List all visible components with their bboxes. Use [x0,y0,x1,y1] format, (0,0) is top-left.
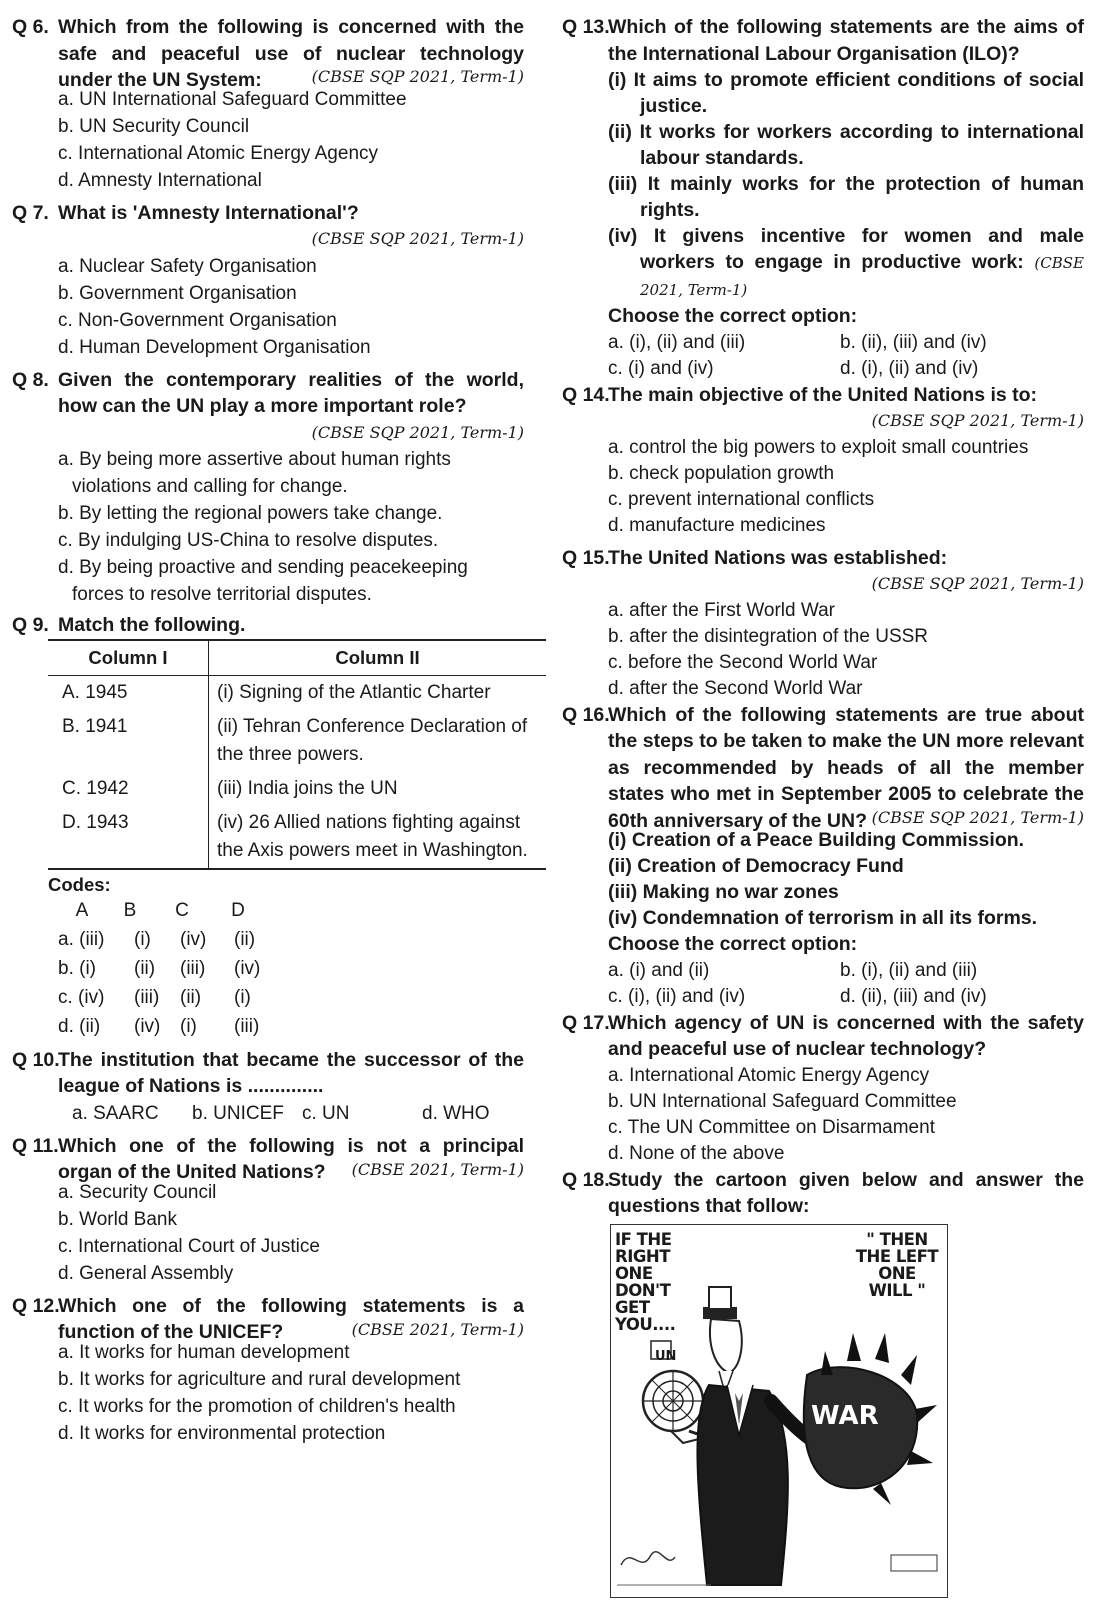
option-c: c. (i) and (iv) [608,357,714,379]
question-15 [562,545,1084,598]
codes-option-d [58,1012,524,1041]
option-a: a. SAARC [72,1102,159,1124]
question-number: Q 7. [12,201,49,224]
question-source: (CBSE 2021, Term-1) [351,1159,524,1179]
codes-cell: (iv) [134,1015,161,1037]
table-cell: C. 1942 [48,772,209,806]
option-a: a. UN International Safeguard Committee [58,88,407,110]
options-row [562,330,1084,356]
question-text: Which of the following statements are the aims of the International Labour Organisation (ILO)? [608,16,1084,65]
question-source: (CBSE SQP 2021, Term-1) [311,66,524,86]
question-text: The main objective of the United Nations is to: [608,383,1038,406]
options-row [12,1100,524,1127]
table-row [48,806,546,869]
statement-iii: (iii) Making no war zones [608,881,839,903]
choose-text: Choose the correct option: [608,933,858,955]
table-row [48,675,546,710]
option-d: d. after the Second World War [608,677,863,699]
option-c: c. By indulging US-China to resolve disputes. [58,530,439,551]
option-c: c. UN [302,1102,350,1124]
option-b: b. UN Security Council [58,115,250,137]
question-16 [562,702,1084,835]
table-cell: B. 1941 [48,710,209,772]
question-number: Q 8. [12,368,49,391]
codes-header: A [75,899,89,921]
option-b: b. after the disintegration of the USSR [608,625,929,647]
option-b: b. (i), (ii) and (iii) [840,959,978,981]
question-source: (CBSE SQP 2021, Term-1) [871,574,1084,593]
question-number: Q 16. [562,703,610,726]
statement-ii: (ii) Creation of Democracy Fund [608,855,904,877]
head-icon [710,1319,742,1373]
table-row [48,710,546,772]
statement-iv [562,223,1084,303]
cartoon-war-label: WAR [811,1400,879,1431]
question-8 [12,367,524,447]
option-d: d. manufacture medicines [608,514,826,536]
codes-cell: (iv) [234,957,261,979]
question-number: Q 17. [562,1011,610,1034]
option-b: b. World Bank [58,1208,177,1230]
options-row [562,356,1084,382]
question-source: (CBSE SQP 2021, Term-1) [311,422,524,442]
question-9 [12,612,524,639]
codes-header: B [123,899,137,921]
question-text: The United Nations was established: [608,546,948,569]
question-12 [12,1293,524,1346]
option-c: c. International Court of Justice [58,1235,320,1257]
option-d: d. (ii), (iii) and (iv) [840,985,987,1007]
question-14 [562,382,1084,435]
option-a: a. control the big powers to exploit small countries [608,436,1029,458]
option-a: a. (i) and (ii) [608,959,710,981]
option-d: d. Human Development Organisation [58,336,371,358]
question-text: Which agency of UN is concerned with the safety and peaceful use of nuclear technology? [608,1011,1084,1060]
question-text: The institution that became the successor of the league of Nations is .............. [58,1048,524,1097]
options-row [562,958,1084,984]
table-row [48,772,546,806]
question-text: Given the contemporary realities of the world, how can the UN play a more important role? [58,368,524,417]
column-2-header: Column II [209,640,547,676]
codes-cell: b. (i) [58,957,96,979]
statement-iv: (iv) Condemnation of terrorism in all its forms. [608,907,1038,929]
option-d: d. It works for environmental protection [58,1422,386,1444]
codes-cell: (ii) [134,957,156,979]
codes-cell: c. (iv) [58,986,105,1008]
match-table [48,639,546,870]
question-source: (CBSE SQP 2021, Term-1) [311,229,524,248]
codes-option-c [58,983,524,1012]
question-number: Q 15. [562,546,610,569]
statement-ii: (ii) It works for workers according to international labour standards. [608,121,1084,169]
table-cell: (iv) 26 Allied nations fighting against the Axis powers meet in Washington. [209,806,547,869]
option-a: a. It works for human development [58,1341,350,1363]
question-17 [562,1010,1084,1063]
table-cell: (i) Signing of the Atlantic Charter [217,681,491,703]
codes-cell: (i) [134,928,151,950]
option-b: b. Government Organisation [58,282,297,304]
statement-iii: (iii) It mainly works for the protection of human rights. [608,173,1084,221]
question-number: Q 13. [562,16,610,38]
table-cell: (ii) Tehran Conference Declaration of the three powers. [217,715,528,765]
question-10 [12,1047,524,1100]
option-b: b. check population growth [608,462,835,484]
option-a: a. International Atomic Energy Agency [608,1064,930,1086]
option-d: d. None of the above [608,1142,785,1164]
statement-i: (i) Creation of a Peace Building Commission. [608,829,1025,851]
question-number: Q 6. [12,16,49,38]
political-cartoon [610,1224,948,1598]
question-18 [562,1167,1084,1220]
codes-cell: a. (iii) [58,928,105,950]
option-b: b. (ii), (iii) and (iv) [840,331,987,353]
option-a: a. after the First World War [608,599,835,621]
option-c: c. International Atomic Energy Agency [58,142,379,164]
option-c: c. prevent international conflicts [608,488,875,510]
option-c: c. It works for the promotion of children's health [58,1395,456,1417]
question-7 [12,200,524,253]
cartoon-right-caption: " THEN THE LEFT ONE WILL " [855,1229,939,1300]
cartoon-left-caption: IF THE RIGHT ONE DON'T GET YOU.... [615,1229,676,1334]
option-b: b. UN International Safeguard Committee [608,1090,957,1112]
table-cell: A. 1945 [48,675,209,710]
question-number: Q 11. [12,1134,59,1157]
question-source: (CBSE SQP 2021, Term-1) [871,411,1084,430]
statement-i: (i) It aims to promote efficient conditions of social justice. [608,69,1084,117]
option-b: b. UNICEF [192,1102,284,1124]
question-text: Which of the following statements are true about the steps to be taken to make the UN more relevant as recommended by heads of all the member states who met in September 2005 to celebrate the 60th anniversary of the UN? [608,703,1084,832]
question-text: Match the following. [58,614,246,636]
question-source: (CBSE 2021, Term-1) [640,254,1084,299]
table-cell: D. 1943 [48,806,209,869]
codes-cell: (ii) [180,986,202,1008]
option-c: c. before the Second World War [608,651,878,673]
codes-cell: (iii) [234,1015,260,1037]
option-a: a. Security Council [58,1181,217,1203]
choose-label [562,303,1084,330]
option-d: d. (i), (ii) and (iv) [840,357,979,379]
option-c: c. Non-Government Organisation [58,309,337,331]
codes-header-row [58,896,524,925]
option-d: d. Amnesty International [58,169,262,191]
question-text: Which one of the following statements is a function of the UNICEF? [58,1294,524,1343]
signature-mark [621,1551,675,1564]
left-column [12,14,528,1447]
question-number: Q 9. [12,614,49,636]
question-text: Which from the following is concerned with the safe and peaceful use of nuclear technology under the UN System: [58,16,524,91]
option-d: d. General Assembly [58,1262,234,1284]
choose-label [562,931,1084,958]
question-number: Q 10. [12,1048,60,1071]
option-a: a. Nuclear Safety Organisation [58,255,317,277]
right-column [562,14,1084,1598]
question-number: Q 14. [562,383,610,406]
stamp-mark [891,1555,937,1571]
option-b: b. By letting the regional powers take change. [58,503,443,524]
options-row [562,984,1084,1010]
column-1-header: Column I [48,640,209,676]
codes-label: Codes: [48,873,111,895]
codes-grid [58,896,524,1041]
question-number: Q 12. [12,1294,60,1317]
option-c: c. The UN Committee on Disarmament [608,1116,935,1138]
option-a: a. By being more assertive about human rights violations and calling for change. [58,449,451,497]
question-source: (CBSE SQP 2021, Term-1) [871,808,1084,827]
table-cell: (iii) India joins the UN [217,777,398,799]
codes-option-a [58,925,524,954]
codes-cell: d. (ii) [58,1015,101,1037]
question-text: What is 'Amnesty International'? [58,201,359,224]
option-a: a. (i), (ii) and (iii) [608,331,746,353]
option-d: d. WHO [422,1102,490,1124]
codes-cell: (ii) [234,928,256,950]
option-b: b. It works for agriculture and rural development [58,1368,461,1390]
codes-option-b [58,954,524,983]
question-source: (CBSE 2021, Term-1) [351,1319,524,1339]
choose-text: Choose the correct option: [608,305,858,327]
codes-cell: (i) [180,1015,197,1037]
codes-cell: (iv) [180,928,207,950]
question-text: Which one of the following is not a principal organ of the United Nations? [58,1134,524,1183]
statement-text: (iv) It givens incentive for women and male workers to engage in productive work: [608,225,1084,273]
question-6 [12,14,524,94]
option-d: d. By being proactive and sending peacekeeping forces to resolve territorial disputes. [58,557,468,605]
codes-header: D [231,899,245,921]
question-number: Q 18. [562,1168,610,1191]
question-text: Study the cartoon given below and answer the questions that follow: [608,1168,1084,1217]
question-11 [12,1133,524,1186]
codes-cell: (iii) [134,986,160,1008]
codes-cell: (iii) [180,957,206,979]
option-c: c. (i), (ii) and (iv) [608,985,746,1007]
cartoon-un-label: UN [655,1348,677,1364]
codes-header: C [175,899,189,921]
question-13 [562,14,1084,67]
codes-cell: (i) [234,986,251,1008]
